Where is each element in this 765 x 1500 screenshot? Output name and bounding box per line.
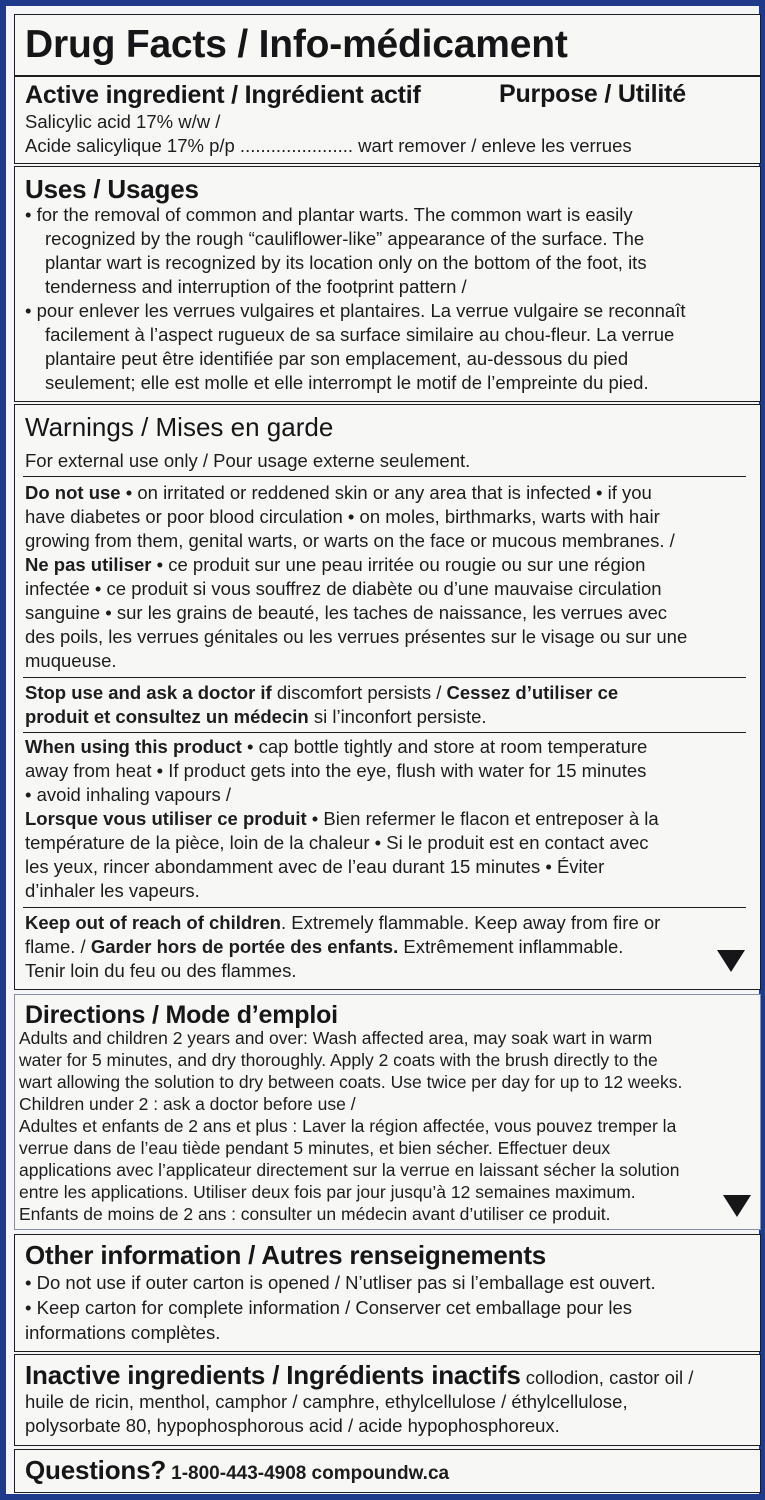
continue-arrow-icon (717, 950, 745, 972)
questions-label: Questions? (25, 1455, 167, 1485)
inactive-ingredients-panel (14, 1354, 761, 1446)
directions-line: applications avec l’applicateur directement sur la verrue en laissant sécher la solution (19, 1160, 680, 1180)
cessez-label: Cessez d’utiliser ce (446, 682, 619, 703)
uses-line: seulement; elle est molle et elle interrompt le motif de l’empreinte du pied. (45, 372, 649, 393)
questions-phone: 1-800-443-4908 (171, 1463, 307, 1484)
lorsque-line: les yeux, rincer abondamment avec de l’eau durant 15 minutes • Éviter (25, 856, 605, 877)
lorsque-text: • Bien refermer le flacon et entreposer à la (306, 808, 659, 829)
uses-line: plantaire peut être identifiée par son emplacement, au-dessous du pied (45, 348, 629, 369)
directions-heading: Directions / Mode d’emploi (25, 1001, 338, 1029)
do-not-use-line (25, 481, 652, 505)
uses-line: recognized by the rough “cauliflower-like” appearance of the surface. The (45, 228, 645, 249)
directions-line: Adultes et enfants de 2 ans et plus : Laver la région affectée, vous pouvez tremper la (19, 1116, 677, 1136)
keep-out-line (25, 911, 660, 935)
other-info-line: • Do not use if outer carton is opened / N’utliser pas si l’emballage est ouvert. (25, 1272, 656, 1293)
do-not-use-line: growing from them, genital warts, or warts on the face or mucous membranes. / (25, 530, 675, 551)
questions-panel (14, 1449, 761, 1493)
ne-pas-utiliser-line: des poils, les verrues génitales ou les verrues présentes sur le visage ou sur une (25, 626, 688, 647)
ne-pas-utiliser-line (25, 553, 645, 577)
directions-line: water for 5 minutes, and dry thoroughly. Apply 2 coats with the brush directly to the (19, 1050, 658, 1070)
uses-line: • for the removal of common and plantar warts. The common wart is easily (25, 204, 633, 225)
when-using-line (25, 735, 647, 759)
active-line-1: Salicylic acid 17% w/w / (25, 111, 221, 132)
warnings-divider (23, 732, 746, 733)
purpose-heading: Purpose / Utilité (499, 80, 686, 108)
when-using-line: away from heat • If product gets into the eye, flush with water for 15 minutes (25, 760, 647, 781)
directions-line: entre les applications. Utiliser deux fois par jour jusqu’à 12 semaines maximum. (19, 1182, 636, 1202)
inactive-line-3: polysorbate 80, hypophosphorous acid / acide hypophosphoreux. (25, 1415, 560, 1436)
do-not-use-line: have diabetes or poor blood circulation • on moles, birthmarks, warts with hair (25, 506, 660, 527)
lorsque-line (25, 807, 659, 831)
keep-out-line-3: Tenir loin du feu ou des flammes. (25, 960, 297, 981)
uses-line: plantar wart is recognized by its location only on the bottom of the foot, its (45, 252, 647, 273)
cessez-label-2: produit et consultez un médecin (25, 706, 309, 727)
ne-pas-utiliser-label: Ne pas utiliser (25, 554, 152, 575)
warnings-heading: Warnings / Mises en garde (25, 412, 334, 442)
when-using-line: • avoid inhaling vapours / (25, 784, 231, 805)
directions-line: wart allowing the solution to dry between coats. Use twice per day for up to 12 weeks. (19, 1072, 683, 1092)
warnings-divider (23, 907, 746, 908)
do-not-use-label: Do not use (25, 482, 121, 503)
continue-arrow-icon (723, 1195, 751, 1217)
ne-pas-utiliser-line: infectée • ce produit si vous souffrez de diabète ou d’une mauvaise circulation (25, 578, 662, 599)
uses-panel (14, 166, 761, 402)
directions-panel (14, 994, 761, 1230)
do-not-use-text: • on irritated or reddened skin or any area that is infected • if you (120, 482, 652, 503)
active-ingredient-heading: Active ingredient / Ingrédient actif (25, 81, 421, 109)
other-info-heading: Other information / Autres renseignements (25, 1240, 547, 1270)
inactive-heading: Inactive ingredients / Ingrédients inactifs (25, 1360, 521, 1390)
cessez-text: si l’inconfort persiste. (308, 706, 487, 727)
garder-text: Extrêmement inflammable. (398, 936, 624, 957)
keep-out-label: Keep out of reach of children (25, 912, 281, 933)
active-ingredient-panel (14, 76, 761, 164)
lorsque-label: Lorsque vous utiliser ce produit (25, 808, 307, 829)
garder-label: Garder hors de portée des enfants. (90, 936, 399, 957)
stop-use-text: discomfort persists / (271, 682, 447, 703)
warnings-divider (23, 476, 746, 477)
cessez-line (25, 705, 487, 729)
uses-line: tenderness and interruption of the footprint pattern / (45, 276, 467, 297)
questions-website: compoundw.ca (311, 1463, 450, 1484)
stop-use-line (25, 681, 618, 705)
directions-line: Adults and children 2 years and over: Wash affected area, may soak wart in warm (19, 1028, 653, 1048)
directions-line: Children under 2 : ask a doctor before use / (19, 1094, 356, 1114)
uses-line: facilement à l’aspect rugueux de sa surface similaire au chou-fleur. La verrue (45, 324, 675, 345)
uses-line: • pour enlever les verrues vulgaires et plantaires. La verrue vulgaire se reconnaît (25, 300, 686, 321)
external-use-text: For external use only / Pour usage externe seulement. (25, 450, 471, 471)
when-using-text: • cap bottle tightly and store at room temperature (241, 736, 648, 757)
title-panel (14, 14, 761, 76)
inactive-line-2: huile de ricin, menthol, camphor / camphre, ethylcellulose / éthylcellulose, (25, 1391, 628, 1412)
lorsque-line: d’inhaler les vapeurs. (25, 880, 200, 901)
inactive-line-1 (25, 1359, 693, 1394)
directions-line: verrue dans de l’eau tiède pendant 5 minutes, et bien sécher. Effectuer deux (19, 1138, 611, 1158)
stop-use-label: Stop use and ask a doctor if (25, 682, 272, 703)
lorsque-line: température de la pièce, loin de la chaleur • Si le produit est en contact avec (25, 832, 649, 853)
flame-text: flame. / (25, 936, 91, 957)
other-info-line: • Keep carton for complete information / Conserver cet emballage pour les (25, 1297, 633, 1318)
uses-heading: Uses / Usages (25, 174, 199, 204)
warnings-panel (14, 404, 761, 990)
other-info-panel (14, 1234, 761, 1352)
page-title: Drug Facts / Info-médicament (25, 23, 568, 66)
warnings-divider (23, 677, 746, 678)
ne-pas-utiliser-line: sanguine • sur les grains de beauté, les taches de naissance, les verrues avec (25, 602, 668, 623)
ne-pas-utiliser-line: muqueuse. (25, 650, 117, 671)
ne-pas-utiliser-text: • ce produit sur une peau irritée ou rougie ou sur une région (151, 554, 646, 575)
other-info-line: informations complètes. (25, 1322, 221, 1343)
active-line-2: Acide salicylique 17% p/p ...................... wart remover / enleve les verrues (25, 135, 632, 156)
keep-out-text: . Extremely flammable. Keep away from fire or (280, 912, 661, 933)
when-using-label: When using this product (25, 736, 242, 757)
keep-out-line-2 (25, 935, 623, 959)
directions-line: Enfants de moins de 2 ans : consulter un médecin avant d’utiliser ce produit. (19, 1204, 611, 1224)
questions-line (25, 1454, 449, 1490)
inactive-text: collodion, castor oil / (520, 1367, 694, 1388)
